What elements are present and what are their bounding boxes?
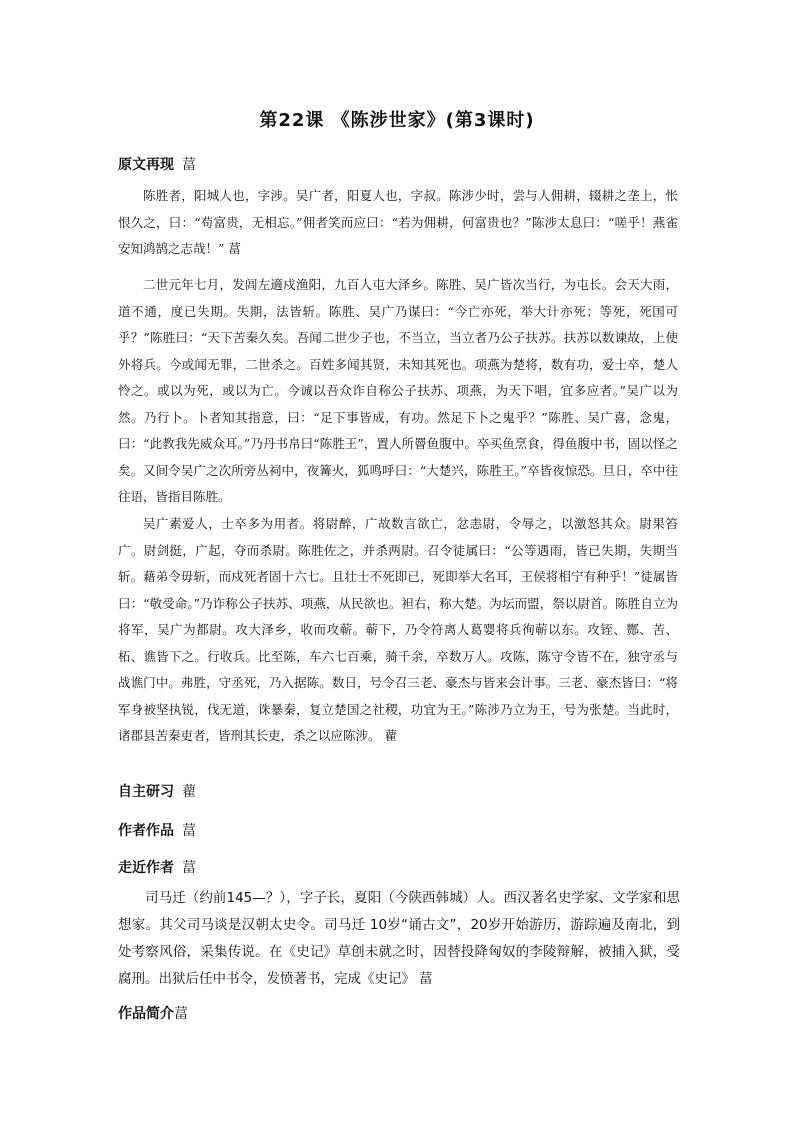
section-heading-original <box>118 154 196 174</box>
section-mark: 葍 <box>182 157 196 173</box>
lesson-title: 第22课 《陈涉世家》(第3课时) <box>259 110 535 131</box>
original-paragraph-3 <box>118 511 678 750</box>
section-label: 原文再现 <box>118 157 174 173</box>
section-heading-author-works <box>118 820 196 840</box>
section-mark: 葍 <box>182 823 196 839</box>
original-paragraph-1 <box>118 183 678 263</box>
paragraph-text: 吴广素爱人，士卒多为用者。将尉醉，广故数言欲亡，忿恚尉，令辱之，以激怒其众。尉果笞广。尉剑挺，广起，夺而杀尉。陈胜佐之，并杀两尉。召令徒属曰：“公等遇雨，皆已失期，失期当斩。藉弟令毋斩，而戍死者固十六七。且壮士不死即已，死即举大名耳，王侯将相宁有种乎！”徒属皆曰：“敬受命。”乃诈称公子扶苏、项燕，从民欲也。袒右，称大楚。为坛而盟，祭以尉首。陈胜自立为将军，吴广为都尉。攻大泽乡，收而攻蕲。蕲下，乃令符离人葛婴将兵徇蕲以东。攻铚、酂、苦、柘、谯皆下之。行收兵。比至陈，车六七百乘，骑千余，卒数万人。攻陈，陈守令皆不在，独守丞与战谯门中。弗胜，守丞死，乃入据陈。数日，号令召三老、豪杰与皆来会计事。三老、豪杰皆曰：“将军身被坚执锐，伐无道，诛暴秦，复立楚国之社稷，功宜为王。”陈涉乃立为王，号为张楚。当此时，诸郡县苦秦吏者，皆刑其长吏，杀之以应陈涉。 <box>118 516 678 743</box>
section-label: 作者作品 <box>118 823 174 839</box>
section-heading-self-study <box>118 781 196 801</box>
section-label: 走近作者 <box>118 860 174 876</box>
section-mark: 藋 <box>182 784 196 800</box>
paragraph-text: 二世元年七月，发闾左適戍渔阳，九百人屯大泽乡。陈胜、吴广皆次当行，为屯长。会天大雨，道不通，度已失期。失期，法皆斩。陈胜、吴广乃谋曰：“今亡亦死，举大计亦死；等死，死国可乎？”陈胜曰：“天下苦秦久矣。吾闻二世少子也，不当立，当立者乃公子扶苏。扶苏以数谏故，上使外将兵。今或闻无罪，二世杀之。百姓多闻其贤，未知其死也。项燕为楚将，数有功，爱士卒，楚人怜之。或以为死，或以为亡。今诚以吾众诈自称公子扶苏、项燕，为天下唱，宜多应者。”吴广以为然。乃行卜。卜者知其指意，曰：“足下事皆成，有功。然足下卜之鬼乎？”陈胜、吴广喜，念鬼，曰：“此教我先威众耳。”乃丹书帛曰“陈胜王”，置人所罾鱼腹中。卒买鱼烹食，得鱼腹中书，固以怪之矣。又间令吴广之次所旁丛祠中，夜篝火，狐鸣呼曰：“大楚兴，陈胜王。”卒皆夜惊恐。旦日，卒中往往语，皆指目陈胜。 <box>118 277 678 504</box>
section-heading-about-author <box>118 857 196 877</box>
paragraph-mark: 葍 <box>419 971 433 987</box>
section-mark: 葍 <box>182 860 196 876</box>
paragraph-text: 陈胜者，阳城人也，字涉。吴广者，阳夏人也，字叔。陈涉少时，尝与人佣耕，辍耕之垄上，怅恨久之，曰：“苟富贵，无相忘。”佣者笑而应曰：“若为佣耕，何富贵也？”陈涉太息曰：“嗟乎！燕雀安知鸿鹄之志哉！” <box>118 188 678 256</box>
section-label: 作品简介 <box>118 1006 174 1022</box>
author-paragraph <box>118 885 680 993</box>
section-mark: 葍 <box>174 1006 188 1022</box>
section-heading-work-intro <box>118 1003 188 1023</box>
paragraph-mark: 藋 <box>384 728 398 743</box>
original-paragraph-2 <box>118 272 678 511</box>
paragraph-text: 司马迁（约前145—？），字子长，夏阳（今陕西韩城）人。西汉著名史学家、文学家和思想家。其父司马谈是汉朝太史令。司马迁 10岁“诵古文”，20岁开始游历，游踪遍及南北，到处考察风俗，采集传说。在《史记》草创未就之时，因替投降匈奴的李陵辩解，被捕入狱，受腐刑。出狱后任中书令，发愤著书，完成《史记》 <box>118 890 680 987</box>
section-label: 自主研习 <box>118 784 174 800</box>
paragraph-mark: 葍 <box>228 241 241 256</box>
